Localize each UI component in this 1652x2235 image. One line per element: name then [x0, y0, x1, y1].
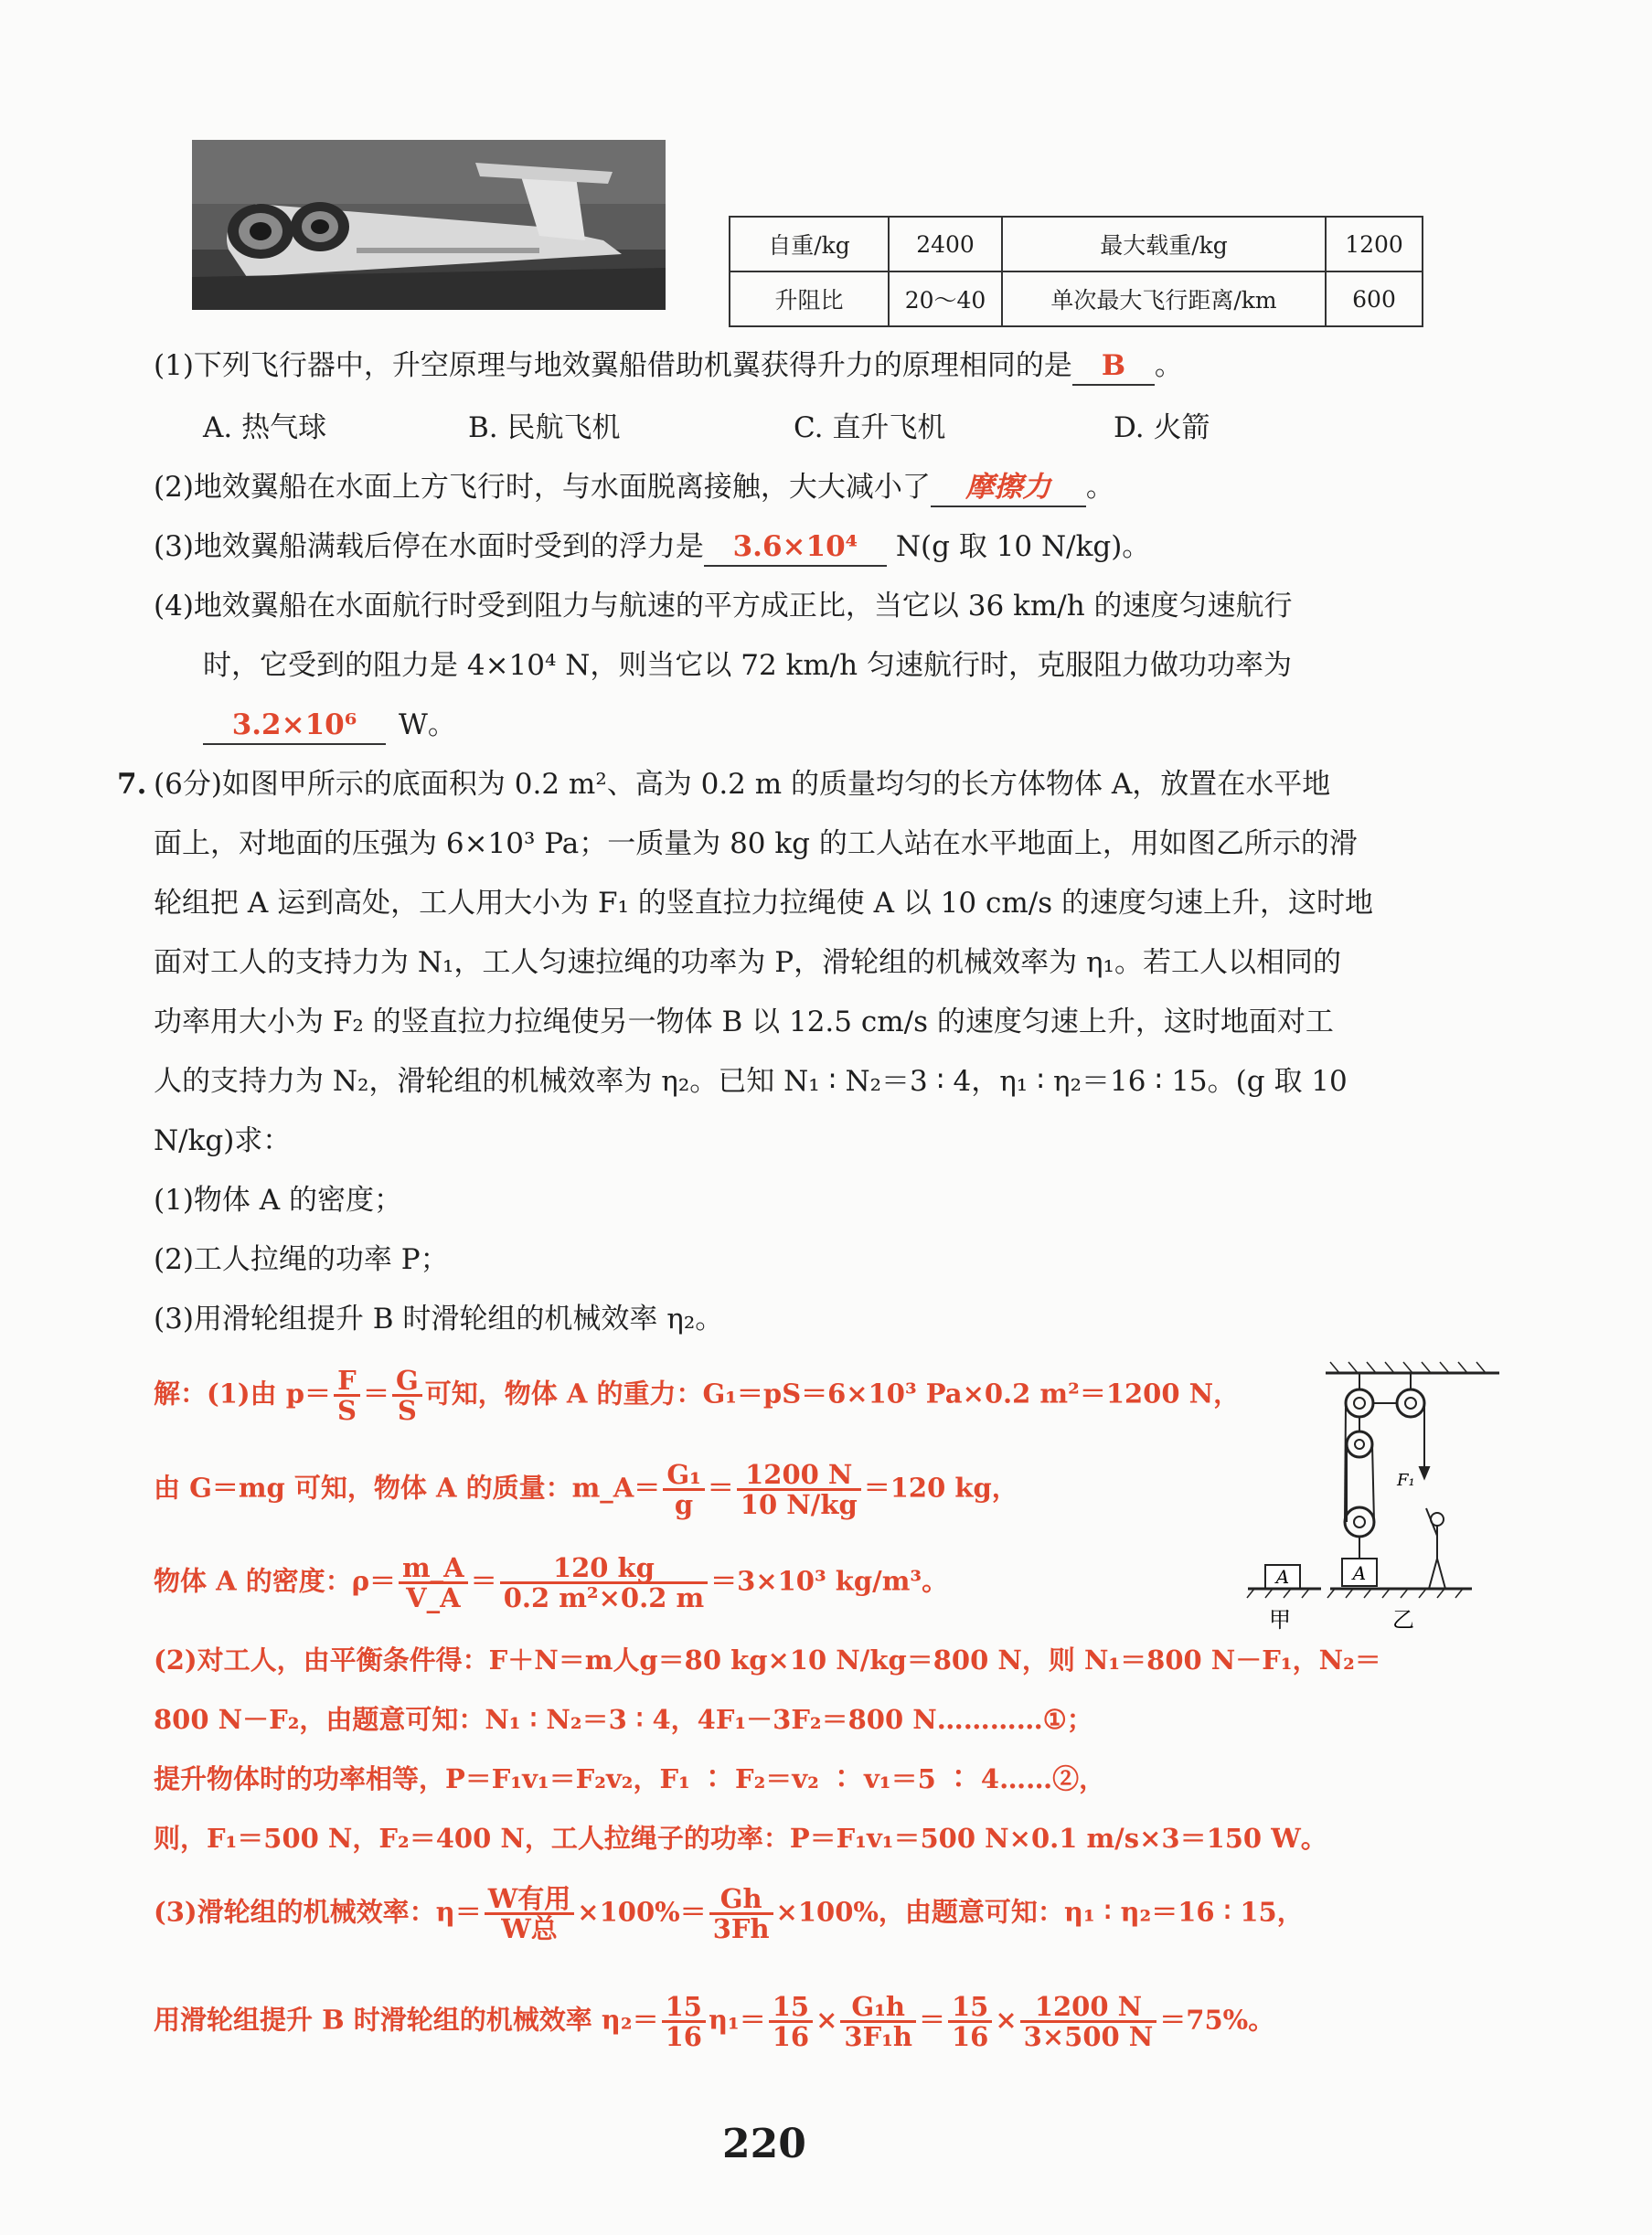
fraction-numerator: 15 [662, 1993, 706, 2023]
question-4-line-3 [203, 707, 456, 745]
solution-text: (3)滑轮组的机械效率：η＝ [154, 1896, 482, 1928]
question-2 [154, 469, 1114, 507]
solution-line-5: 800 N－F₂，由题意可知：N₁ ∶ N₂＝3 ∶ 4，4F₁－3F₂＝800 N…………①； [154, 1704, 1093, 1735]
solution-text: ×100%＝ [577, 1896, 707, 1928]
fraction [948, 1993, 992, 2050]
answer-blank-3 [704, 528, 887, 567]
solution-line-2 [154, 1461, 1018, 1518]
fraction [485, 1885, 575, 1942]
table-cell: 升阻比 [730, 271, 889, 326]
fraction [1020, 1993, 1157, 2050]
fraction-numerator: G₁ [663, 1461, 704, 1491]
fraction-denominator: 0.2 m²×0.2 m [503, 1582, 705, 1613]
answer-blank-4 [203, 707, 386, 745]
solution-text: η₁＝ [708, 2004, 766, 2036]
question-7-line: 功率用大小为 F₂ 的竖直拉力拉绳使另一物体 B 以 12.5 cm/s 的速度匀速上升，这时地面对工 [154, 1006, 1334, 1038]
option-d: D. 火箭 [1114, 411, 1210, 444]
fixed-pulley [1347, 1431, 1372, 1457]
solution-text: 可知，物体 A 的重力：G₁＝pS＝6×10³ Pa×0.2 m²＝1200 N， [424, 1378, 1241, 1410]
question-7-line: 轮组把 A 运到高处，工人用大小为 F₁ 的竖直拉力拉绳使 A 以 10 cm/s 的速度匀速上升，这时地 [154, 887, 1373, 920]
option-c: C. 直升飞机 [794, 411, 946, 444]
fraction-denominator: 16 [665, 2021, 702, 2052]
question-1-end: 。 [1154, 349, 1183, 382]
fraction-denominator: g [674, 1489, 694, 1520]
answer-4: 3.2×10⁶ [231, 708, 357, 741]
solution-line-4: (2)对工人，由平衡条件得：F＋N＝m人g＝80 kg×10 N/kg＝800 N，则 N₁＝800 N－F₁，N₂＝ [154, 1644, 1381, 1676]
figure-label-yi: 乙 [1392, 1607, 1414, 1633]
table-row [730, 217, 1423, 271]
question-2-end: 。 [1085, 471, 1114, 504]
subquestion-1: (1)物体 A 的密度； [154, 1184, 403, 1217]
answer-1: B [1101, 349, 1126, 382]
fraction-numerator: 15 [948, 1993, 992, 2023]
table-cell: 自重/kg [730, 217, 889, 271]
ekranoplan-photo [192, 140, 666, 310]
question-4-line-2: 时，它受到的阻力是 4×10⁴ N，则当它以 72 km/h 匀速航行时，克服阻力做功功率为 [203, 649, 1292, 682]
fraction-denominator: 16 [772, 2021, 810, 2052]
fraction-numerator: Gh [709, 1885, 773, 1915]
solution-text: × [815, 2004, 838, 2036]
moving-pulley [1345, 1507, 1374, 1537]
fraction-denominator: 3F₁h [844, 2021, 912, 2052]
solution-text: × [995, 2004, 1018, 2036]
solution-text: ＝ [918, 2004, 945, 2036]
fraction [399, 1554, 468, 1612]
solution-text: ＝ [470, 1565, 497, 1597]
answer-3: 3.6×10⁴ [732, 530, 858, 563]
question-7-line: N/kg)求： [154, 1124, 292, 1157]
solution-text: ＝75%。 [1159, 2004, 1275, 2036]
fraction-numerator: 1200 N [1020, 1993, 1157, 2023]
fraction [709, 1885, 773, 1942]
question-7-number: 7. [117, 768, 147, 801]
fraction-numerator: 15 [769, 1993, 813, 2023]
question-4-end: W。 [399, 708, 456, 741]
block-a-label: A [1275, 1566, 1290, 1588]
solution-line-7: 则，F₁＝500 N，F₂＝400 N，工人拉绳子的功率：P＝F₁v₁＝500 N×0.1 m/s×3＝150 W。 [154, 1823, 1327, 1854]
question-7-line: 面上，对地面的压强为 6×10³ Pa；一质量为 80 kg 的工人站在水平地面上，用如图乙所示的滑 [154, 827, 1358, 860]
fixed-pulley [1397, 1389, 1424, 1417]
solution-line-3 [154, 1554, 948, 1612]
question-7-line: 人的支持力为 N₂，滑轮组的机械效率为 η₂。已知 N₁ ∶ N₂＝3 ∶ 4，η₁ ∶ η₂＝16 ∶ 15。(g 取 10 [154, 1065, 1348, 1098]
fraction-numerator: 1200 N [737, 1461, 861, 1491]
subquestion-3: (3)用滑轮组提升 B 时滑轮组的机械效率 η₂。 [154, 1303, 724, 1336]
fraction [500, 1554, 708, 1612]
answer-blank-1 [1072, 347, 1155, 386]
solution-text: ＝ [362, 1378, 389, 1410]
fraction-denominator: S [397, 1395, 417, 1426]
solution-line-8 [154, 1885, 1304, 1942]
fraction-denominator: W总 [501, 1913, 558, 1944]
solution-text: ×100%，由题意可知：η₁ ∶ η₂＝16 ∶ 15， [775, 1896, 1304, 1928]
fraction [737, 1461, 861, 1518]
pulley-figure [1243, 1353, 1518, 1645]
answer-2: 摩擦力 [965, 471, 1051, 504]
fraction-numerator: G₁h [840, 1993, 916, 2023]
fraction-denominator: 10 N/kg [740, 1489, 858, 1520]
option-a: A. 热气球 [203, 411, 327, 444]
solution-text: 用滑轮组提升 B 时滑轮组的机械效率 η₂＝ [154, 2004, 659, 2036]
fraction-numerator: F [334, 1367, 360, 1397]
solution-text: 解：(1)由 p＝ [154, 1378, 331, 1410]
question-2-text: (2)地效翼船在水面上方飞行时，与水面脱离接触，大大减小了 [154, 471, 931, 504]
table-cell: 1200 [1326, 217, 1423, 271]
fraction-denominator: 3×500 N [1023, 2021, 1154, 2052]
table-cell: 最大载重/kg [1002, 217, 1326, 271]
fraction-numerator: G [392, 1367, 422, 1397]
fraction-numerator: m_A [399, 1554, 468, 1584]
force-label: F₁ [1397, 1471, 1415, 1490]
solution-line-1 [154, 1367, 1240, 1424]
fraction [334, 1367, 360, 1424]
figure-label-jia: 甲 [1269, 1607, 1291, 1633]
table-cell: 2400 [889, 217, 1002, 271]
table-cell: 20～40 [889, 271, 1002, 326]
fraction-numerator: W有用 [485, 1885, 575, 1915]
answer-blank-2 [931, 469, 1086, 507]
fraction-denominator: S [337, 1395, 357, 1426]
fraction [769, 1993, 813, 2050]
page-number: 220 [722, 2121, 806, 2167]
solution-text: ＝120 kg， [863, 1472, 1018, 1504]
fraction [840, 1993, 916, 2050]
question-1-text: (1)下列飞行器中，升空原理与地效翼船借助机翼获得升力的原理相同的是 [154, 349, 1072, 382]
option-b: B. 民航飞机 [468, 411, 621, 444]
solution-text: ＝3×10³ kg/m³。 [710, 1565, 949, 1597]
solution-line-9 [154, 1993, 1274, 2050]
question-3-end: N(g 取 10 N/kg)。 [895, 530, 1151, 563]
worker [1426, 1508, 1445, 1589]
question-7-line: 面对工人的支持力为 N₁，工人匀速拉绳的功率为 P，滑轮组的机械效率为 η₁。若工人以相同的 [154, 946, 1341, 979]
ceiling-hatch [1330, 1362, 1486, 1373]
fixed-pulley [1346, 1389, 1373, 1417]
subquestion-2: (2)工人拉绳的功率 P； [154, 1243, 449, 1276]
table-row [730, 271, 1423, 326]
question-3 [154, 528, 1150, 567]
ekranoplan-image [192, 140, 666, 310]
solution-line-6: 提升物体时的功率相等，P＝F₁v₁＝F₂v₂，F₁ ∶ F₂＝v₂ ∶ v₁＝5 ∶ 4……②， [154, 1763, 1106, 1794]
fraction-numerator: 120 kg [500, 1554, 708, 1584]
fraction-denominator: 3Fh [712, 1913, 770, 1944]
fraction-denominator: 16 [952, 2021, 989, 2052]
fraction [392, 1367, 422, 1424]
fraction [662, 1993, 706, 2050]
question-1 [154, 347, 1183, 386]
solution-text: ＝ [707, 1472, 734, 1504]
table-cell: 单次最大飞行距离/km [1002, 271, 1326, 326]
question-3-text: (3)地效翼船满载后停在水面时受到的浮力是 [154, 530, 704, 563]
table-cell: 600 [1326, 271, 1423, 326]
rope [1345, 1403, 1429, 1522]
solution-text: 由 G＝mg 可知，物体 A 的质量：m_A＝ [154, 1472, 661, 1504]
question-4-line-1: (4)地效翼船在水面航行时受到阻力与航速的平方成正比，当它以 36 km/h 的速度匀速航行 [154, 590, 1293, 623]
block-a-label: A [1352, 1562, 1367, 1584]
solution-text: 物体 A 的密度：ρ＝ [154, 1565, 396, 1597]
fraction-denominator: V_A [406, 1582, 461, 1613]
question-7-line: (6分)如图甲所示的底面积为 0.2 m²、高为 0.2 m 的质量均匀的长方体物体 A，放置在水平地 [154, 768, 1331, 801]
fraction [663, 1461, 704, 1518]
spec-table [729, 216, 1423, 327]
